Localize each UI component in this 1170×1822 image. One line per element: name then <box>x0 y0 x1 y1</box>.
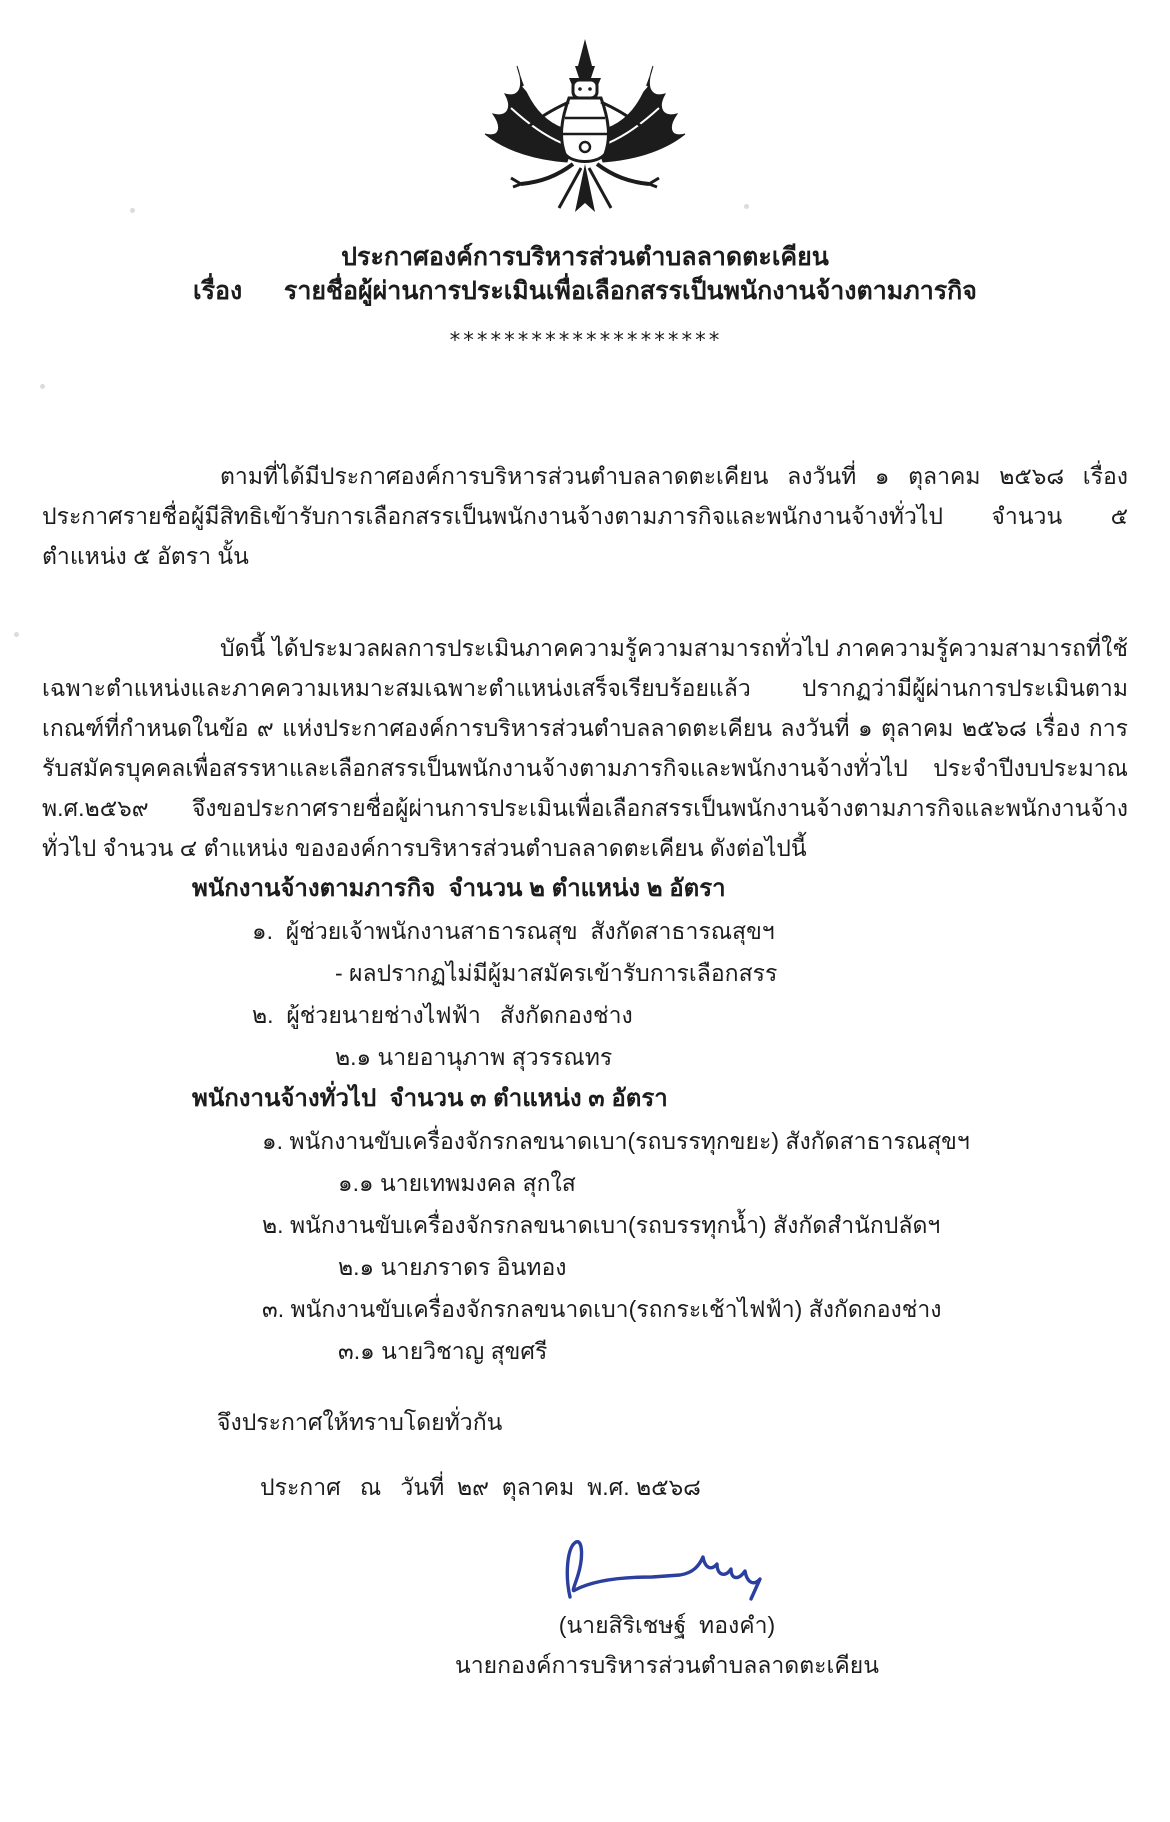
document-title: ประกาศองค์การบริหารส่วนตำบลลาดตะเคียน <box>341 243 829 271</box>
section-1-item-2: ๒. ผู้ช่วยนายช่างไฟฟ้า สังกัดกองช่าง <box>252 1002 633 1028</box>
section-2-heading: พนักงานจ้างทั่วไป จำนวน ๓ ตำแหน่ง ๓ อัตรา <box>192 1085 668 1112</box>
scan-speck <box>14 632 19 637</box>
scan-speck <box>744 204 749 209</box>
section-2-item-1: ๑. พนักงานขับเครื่องจักรกลขนาดเบา(รถบรรทุกขยะ) สังกัดสาธารณสุขฯ <box>262 1128 970 1154</box>
closing-statement: จึงประกาศให้ทราบโดยทั่วกัน <box>217 1409 503 1435</box>
section-2-item-1-sub: ๑.๑ นายเทพมงคล สุกใส <box>338 1170 576 1196</box>
scan-speck <box>130 208 135 213</box>
announcement-date-line: ประกาศ ณ วันที่ ๒๙ ตุลาคม พ.ศ. ๒๕๖๘ <box>260 1474 701 1500</box>
section-1-item-1: ๑. ผู้ช่วยเจ้าพนักงานสาธารณสุข สังกัดสาธารณสุขฯ <box>252 918 775 944</box>
section-2-item-2: ๒. พนักงานขับเครื่องจักรกลขนาดเบา(รถบรรทุกน้ำ) สังกัดสำนักปลัดฯ <box>262 1212 941 1238</box>
signer-title: นายกองค์การบริหารส่วนตำบลลาดตะเคียน <box>455 1652 879 1678</box>
document-subject-line: เรื่อง รายชื่อผู้ผ่านการประเมินเพื่อเลือกสรรเป็นพนักงานจ้างตามภารกิจ <box>193 277 977 305</box>
section-2-item-3: ๓. พนักงานขับเครื่องจักรกลขนาดเบา(รถกระเช้าไฟฟ้า) สังกัดกองช่าง <box>262 1296 942 1322</box>
paragraph-reference: ตามที่ได้มีประกาศองค์การบริหารส่วนตำบลลาดตะเคียน ลงวันที่ ๑ ตุลาคม ๒๕๖๘ เรื่อง ประกาศรายชื่อผู้มีสิทธิเข้ารับการเลือกสรรเป็นพนักงานจ้างตามภารกิจและพนักงานจ้างทั่วไป จำนวน ๕ ตำแหน่ง ๕ อัตรา นั้น <box>42 463 1128 569</box>
paragraph-results: บัดนี้ ได้ประมวลผลการประเมินภาคความรู้ความสามารถทั่วไป ภาคความรู้ความสามารถที่ใช้เฉพาะตำแหน่งและภาคความเหมาะสมเฉพาะตำแหน่งเสร็จเรียบร้อยแล้ว ปรากฏว่ามีผู้ผ่านการประเมินตามเกณฑ์ที่กำหนดในข้อ ๙ แห่งประกาศองค์การบริหารส่วนตำบลลาดตะเคียน ลงวันที่ ๑ ตุลาคม ๒๕๖๘ เรื่อง การรับสมัครบุคคลเพื่อสรรหาและเลือกสรรเป็นพนักงานจ้างตามภารกิจและพนักงานจ้างทั่วไป ประจำปีงบประมาณ พ.ศ.๒๕๖๙ จึงขอประกาศรายชื่อผู้ผ่านการประเมินเพื่อเลือกสรรเป็นพนักงานจ้างตามภารกิจและพนักงานจ้างทั่วไป จำนวน ๔ ตำแหน่ง ขององค์การบริหารส่วนตำบลลาดตะเคียน ดังต่อไปนี้ <box>42 635 1128 861</box>
section-1-item-1-sub: - ผลปรากฏไม่มีผู้มาสมัครเข้ารับการเลือกสรร <box>335 960 778 986</box>
emblem-container <box>42 0 1128 226</box>
section-2-item-2-sub: ๒.๑ นายภราดร อินทอง <box>338 1254 567 1280</box>
asterisk-divider: ******************** <box>448 328 722 352</box>
scan-speck <box>40 384 45 389</box>
section-1-item-2-sub: ๒.๑ นายอานุภาพ สุวรรณทร <box>335 1044 613 1070</box>
signature-block <box>367 1533 967 1685</box>
section-2-item-3-sub: ๓.๑ นายวิชาญ สุขศรี <box>338 1338 548 1364</box>
signer-name: (นายสิริเชษฐ์ ทองคำ) <box>558 1612 776 1638</box>
garuda-emblem-icon <box>455 36 715 226</box>
section-1-heading: พนักงานจ้างตามภารกิจ จำนวน ๒ ตำแหน่ง ๒ อัตรา <box>192 875 726 902</box>
signature-ink-icon <box>552 1533 782 1605</box>
